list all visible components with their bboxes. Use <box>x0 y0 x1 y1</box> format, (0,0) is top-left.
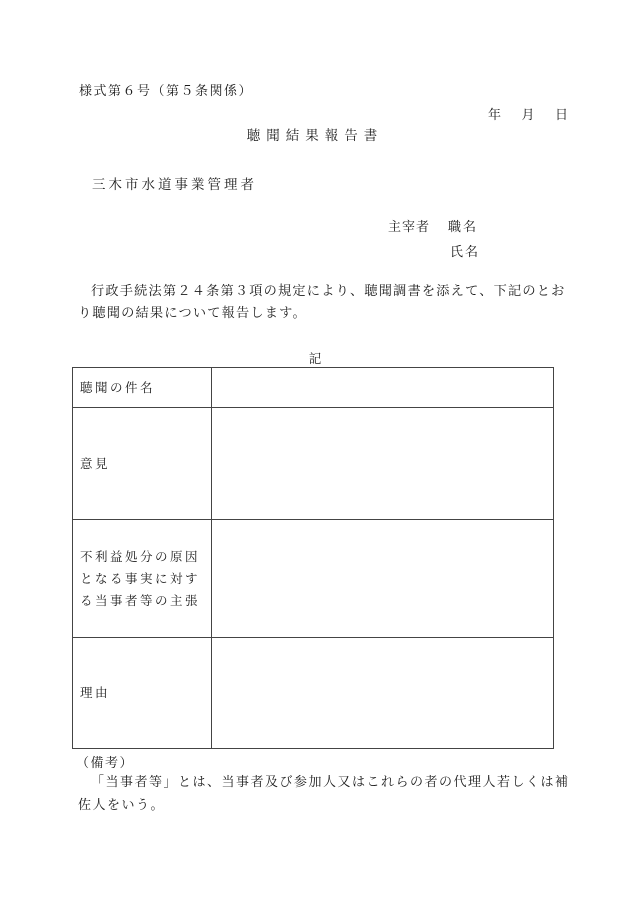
row-label-claims: 不利益処分の原因となる事実に対する当事者等の主張 <box>73 520 212 638</box>
date-line <box>488 104 568 123</box>
remarks-text: 「当事者等」とは、当事者及び参加人又はこれらの者の代理人若しくは補佐人をいう。 <box>78 775 570 813</box>
date-year: 年 <box>488 108 502 123</box>
report-table <box>72 367 554 749</box>
addressee: 三木市水道事業管理者 <box>92 177 257 193</box>
row-value-subject[interactable] <box>212 368 554 408</box>
row-value-claims[interactable] <box>212 520 554 638</box>
ki-heading: 記 <box>308 351 322 366</box>
row-label-opinion: 意見 <box>73 408 212 520</box>
row-value-opinion[interactable] <box>212 408 554 520</box>
body-paragraph: 行政手続法第２４条第３項の規定により、聴聞調書を添えて、下記のとおり聴聞の結果について報告します。 <box>78 284 566 321</box>
remarks-heading: （備考） <box>76 756 135 771</box>
document-title: 聴聞結果報告書 <box>246 128 384 144</box>
reporter-block <box>388 216 480 266</box>
table-row <box>73 638 554 749</box>
position-label: 職名 <box>448 220 479 235</box>
reporter-role: 主宰者 <box>388 220 431 235</box>
table-row <box>73 368 554 408</box>
date-day: 日 <box>554 108 568 123</box>
table-row <box>73 408 554 520</box>
row-label-subject: 聴聞の件名 <box>73 368 212 408</box>
row-label-reason: 理由 <box>73 638 212 749</box>
table-row <box>73 520 554 638</box>
date-month: 月 <box>521 108 535 123</box>
form-number: 様式第６号（第５条関係） <box>79 84 254 99</box>
row-value-reason[interactable] <box>212 638 554 749</box>
name-label: 氏名 <box>450 245 481 260</box>
